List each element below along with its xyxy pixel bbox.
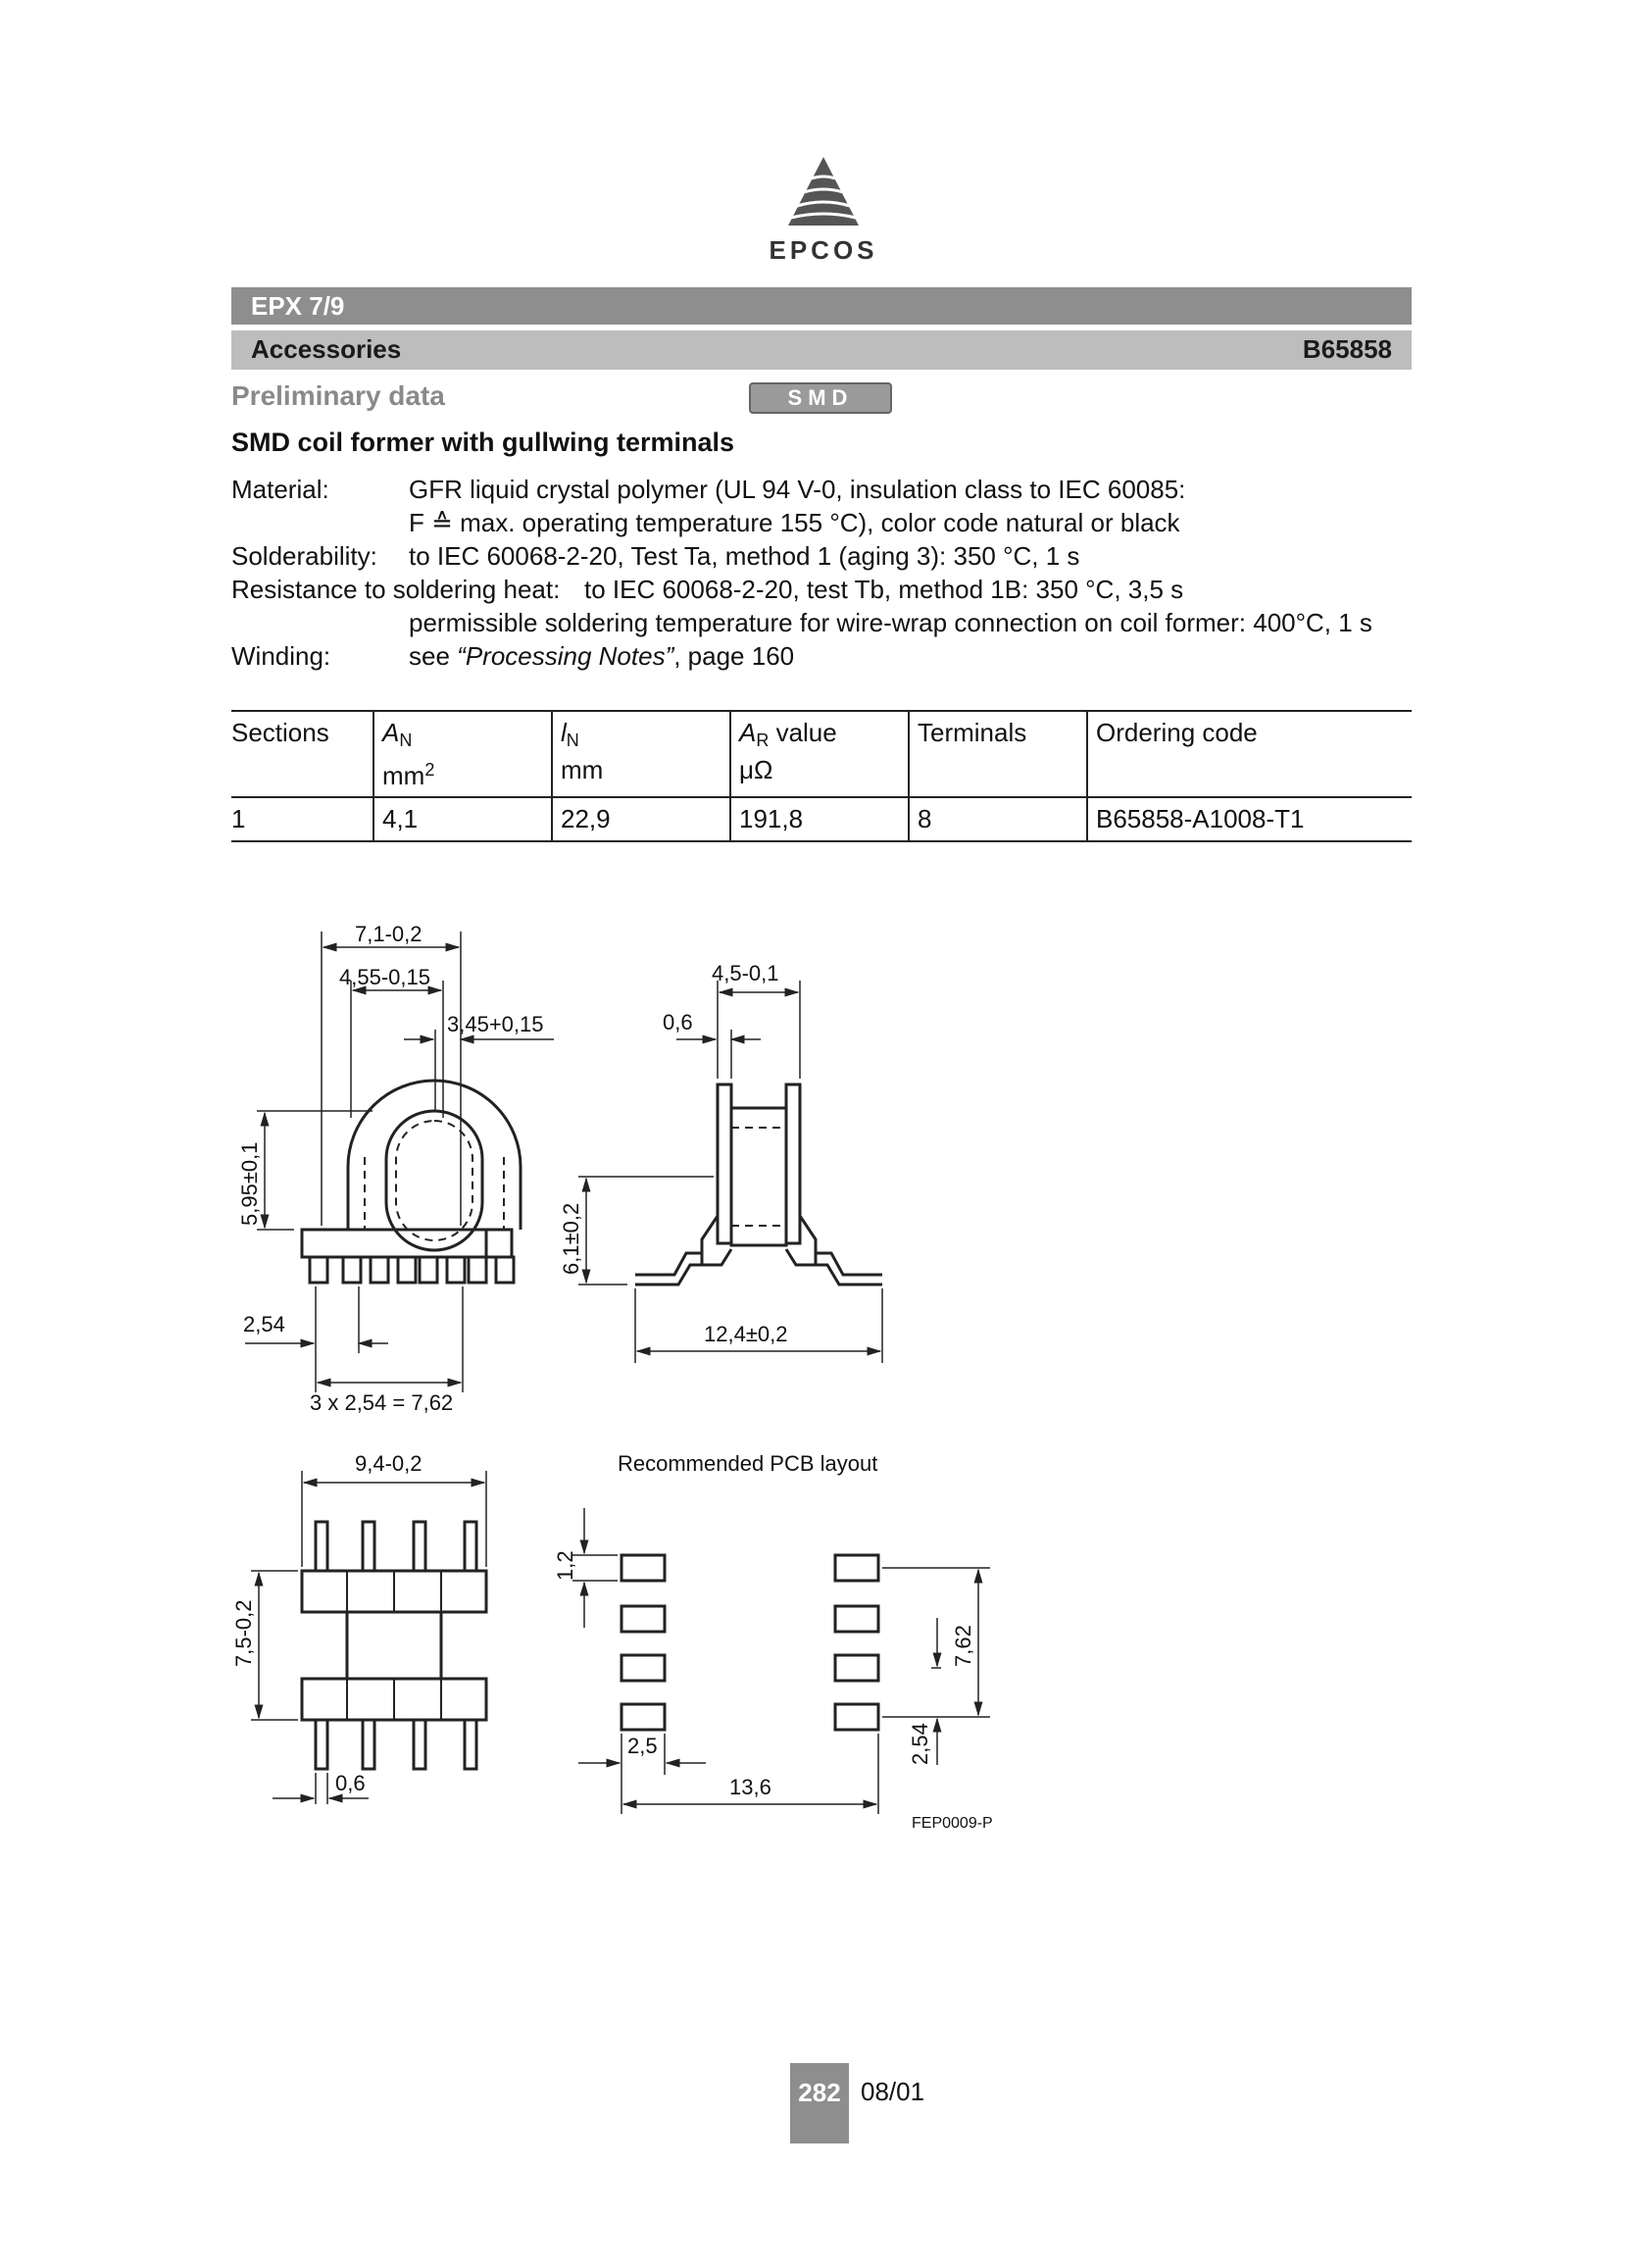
dim-pitch-total: 3 x 2,54 = 7,62 — [310, 1390, 454, 1415]
dim-top-width: 7,1-0,2 — [355, 922, 423, 946]
page-date: 08/01 — [861, 2077, 925, 2106]
dim-height-front: 5,95±0,1 — [237, 1141, 262, 1226]
pcb-pad — [835, 1555, 878, 1581]
winding-post: , page 160 — [673, 641, 795, 671]
dim-side-height: 6,1±0,2 — [559, 1202, 583, 1275]
pcb-pad — [622, 1655, 665, 1681]
dim-side-span: 12,4±0,2 — [704, 1322, 788, 1346]
category-title: Accessories — [251, 334, 402, 364]
col-terminals: Terminals — [909, 711, 1087, 797]
col-ln: $l_N$ mm — [552, 711, 730, 797]
dim-slot: 3,45+0,15 — [447, 1012, 544, 1036]
pcb-pad — [835, 1704, 878, 1730]
front-view — [245, 932, 554, 1392]
col-sections: Sections — [231, 718, 329, 747]
pcb-layout — [622, 1555, 878, 1730]
cell-ar: 191,8 — [730, 797, 909, 841]
pcb-title: Recommended PCB layout — [618, 1451, 878, 1476]
dim-flange: 0,6 — [663, 1010, 693, 1034]
logo-wordmark: EPCOS — [769, 235, 878, 265]
cell-ln: 22,9 — [552, 797, 730, 841]
section-title: SMD coil former with gullwing terminals — [231, 428, 735, 457]
dim-pitch: 2,54 — [243, 1312, 285, 1336]
processing-notes-link[interactable]: “Processing Notes” — [457, 641, 674, 671]
dim-side-width: 4,5-0,1 — [712, 961, 779, 985]
pcb-pad — [835, 1606, 878, 1632]
side-view — [578, 981, 882, 1363]
part-number: B65858 — [1302, 334, 1392, 364]
smd-badge-text: SMD — [787, 385, 854, 410]
col-ar: $A_R$ value μΩ — [730, 711, 909, 797]
resistance-value: to IEC 60068-2-20, test Tb, method 1B: 350 °C, 3,5 s — [584, 575, 1184, 604]
winding-label: Winding: — [231, 641, 331, 671]
dim-bottom-height: 7,5-0,2 — [231, 1599, 256, 1667]
cell-sections: 1 — [231, 804, 246, 833]
col-an: $A_N$ $mm^2$ — [373, 711, 552, 797]
solderability-value: to IEC 60068-2-20, Test Ta, method 1 (aging 3): 350 °C, 1 s — [409, 541, 1080, 571]
dim-bottom-width: 9,4-0,2 — [355, 1451, 423, 1476]
figure-code: FEP0009-P — [912, 1815, 993, 1832]
cell-ordering: B65858-A1008-T1 — [1087, 797, 1412, 841]
cell-terminals: 8 — [909, 797, 1087, 841]
preliminary-label: Preliminary data — [231, 380, 445, 411]
dim-inner-width: 4,55-0,15 — [339, 965, 430, 989]
winding-pre: see — [409, 641, 458, 671]
page-number: 282 — [790, 2063, 849, 2143]
pcb-pad-height: 1,2 — [553, 1550, 577, 1581]
pcb-pad-width: 2,5 — [627, 1734, 658, 1758]
cell-an: 4,1 — [373, 797, 552, 841]
dim-pin: 0,6 — [335, 1771, 366, 1795]
material-value-2: F ≙ max. operating temperature 155 °C), color code natural or black — [409, 508, 1180, 537]
pcb-pad — [622, 1704, 665, 1730]
pcb-pitch: 2,54 — [908, 1723, 932, 1765]
pcb-pad — [835, 1655, 878, 1681]
resistance-value-2: permissible soldering temperature for wire-wrap connection on coil former: 400°C, 1 s — [409, 608, 1372, 637]
pcb-row-span: 13,6 — [729, 1775, 771, 1799]
pcb-pad — [622, 1606, 665, 1632]
pcb-pitch-total: 7,62 — [951, 1625, 975, 1667]
solderability-label: Solderability: — [231, 541, 377, 571]
pcb-pad — [622, 1555, 665, 1581]
product-title: EPX 7/9 — [251, 291, 345, 321]
material-value-1: GFR liquid crystal polymer (UL 94 V-0, insulation class to IEC 60085: — [409, 475, 1186, 504]
resistance-label: Resistance to soldering heat: — [231, 575, 561, 604]
bottom-view — [251, 1471, 486, 1804]
material-label: Material: — [231, 475, 329, 504]
col-ordering: Ordering code — [1087, 711, 1412, 797]
